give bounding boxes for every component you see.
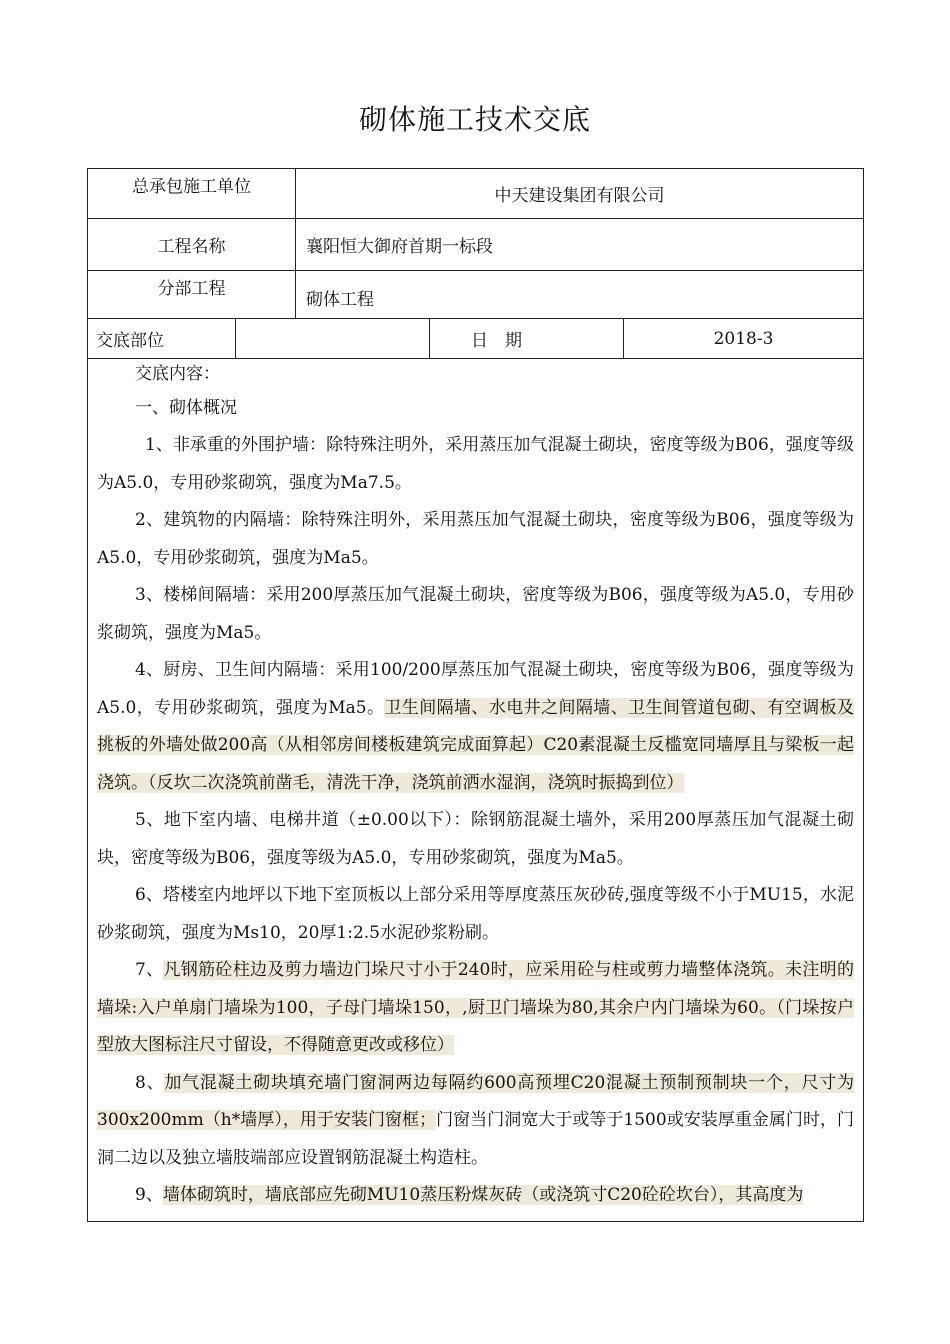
item-7-number: 7、 — [135, 960, 164, 980]
disclosure-content — [88, 359, 863, 1215]
item-2: 2、建筑物的内隔墙：除特殊注明外，采用蒸压加气混凝土砌块，密度等级为B06，强度等级为A5.0，专用砂浆砌筑，强度为Ma5。 — [97, 510, 854, 568]
item-4 — [97, 652, 854, 802]
section-heading: 一、砌体概况 — [135, 398, 237, 418]
contractor-value: 中天建设集团有限公司 — [494, 186, 665, 206]
item-7 — [97, 952, 854, 1065]
contractor-label: 总承包施工单位 — [88, 169, 296, 218]
date-label: 日 期 — [430, 319, 624, 358]
row-division — [88, 271, 863, 319]
division-value: 砌体工程 — [306, 290, 374, 310]
disclosure-table — [87, 168, 864, 1222]
project-value: 襄阳恒大御府首期一标段 — [306, 237, 493, 257]
division-label: 分部工程 — [88, 271, 296, 318]
item-3: 3、楼梯间隔墙：采用200厚蒸压加气混凝土砌块，密度等级为B06，强度等级为A5.0，专用砂浆砌筑，强度为Ma5。 — [97, 585, 854, 643]
item-8 — [97, 1065, 854, 1178]
item-8-highlight: 加气混凝土砌块填充墙门窗洞两边每隔约600高预埋C20混凝土预制预制块一个，尺寸为300x200mm（h*墙厚），用于安装门窗框； — [97, 1072, 854, 1130]
item-1: 1、非承重的外围护墙：除特殊注明外，采用蒸压加气混凝土砌块，密度等级为B06，强度等级为A5.0，专用砂浆砌筑，强度为Ma7.5。 — [97, 435, 854, 493]
document-title: 砌体施工技术交底 — [358, 103, 591, 136]
item-7-highlight: 凡钢筋砼柱边及剪力墙边门垛尺寸小于240时，应采用砼与柱或剪力墙整体浇筑。未注明的墙垛:入户单扇门墙垛为100，子母门墙垛150，,厨卫门墙垛为80,其余户内门墙垛为60。（门垛按户型放大图标注尺寸留设，不得随意更改或移位） — [97, 960, 854, 1055]
item-6: 6、塔楼室内地坪以下地下室顶板以上部分采用等厚度蒸压灰砂砖,强度等级不小于MU15，水泥砂浆砌筑，强度为Ms10，20厚1:2.5水泥砂浆粉刷。 — [97, 885, 854, 943]
item-8-text: 门窗当门洞宽大于或等于1500或安装厚重金属门时，门洞二边以及独立墙肢端部应设置钢筋混凝土构造柱。 — [97, 1110, 855, 1168]
content-heading: 交底内容： — [135, 364, 220, 384]
item-8-number: 8、 — [135, 1072, 165, 1093]
row-project — [88, 219, 863, 271]
project-label: 工程名称 — [88, 219, 296, 270]
item-4-highlight: 卫生间隔墙、水电井之间隔墙、卫生间管道包砌、有空调板及挑板的外墙处做200高（从相邻房间楼板建筑完成面算起）C20素混凝土反槛宽同墙厚且与梁板一起浇筑。（反坎二次浇筑前凿毛，清洗干净，浇筑前洒水湿润，浇筑时振捣到位） — [97, 697, 855, 793]
item-4-text: 4、厨房、卫生间内隔墙：采用100/200厚蒸压加气混凝土砌块，密度等级为B06，强度等级为A5.0，专用砂浆砌筑，强度为Ma5。 — [97, 660, 854, 718]
item-9 — [97, 1177, 854, 1215]
item-9-highlight: 墙体砌筑时，墙底部应先砌MU10蒸压粉煤灰砖（或浇筑寸C20砼砼坎台），其高度为 — [162, 1185, 804, 1205]
item-9-number: 9、 — [135, 1185, 163, 1205]
row-location-date — [88, 319, 863, 359]
row-contractor — [88, 169, 863, 219]
location-label: 交底部位 — [88, 319, 236, 358]
date-value: 2018-3 — [713, 328, 774, 349]
item-5: 5、地下室内墙、电梯井道（±0.00以下）：除钢筋混凝土墙外，采用200厚蒸压加气混凝土砌块，密度等级为B06，强度等级为A5.0，专用砂浆砌筑，强度为Ma5。 — [97, 810, 854, 868]
location-value — [236, 319, 430, 358]
